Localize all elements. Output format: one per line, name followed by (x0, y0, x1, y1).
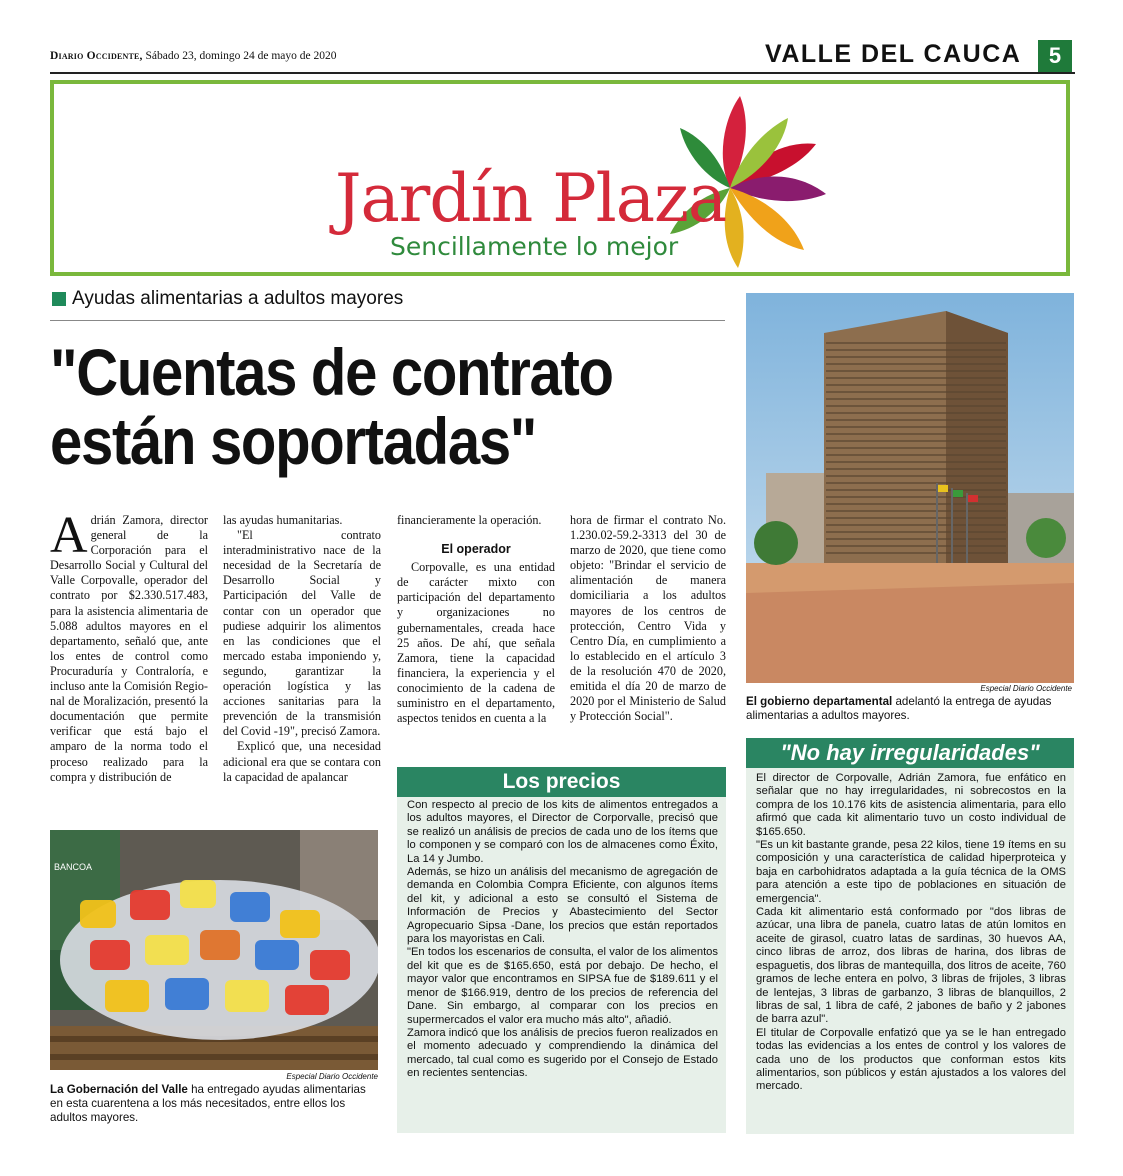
building-photo-credit: Especial Diario Occidente (980, 684, 1072, 693)
irregularidades-paragraph-4: El titular de Corpovalle enfatizó que ya se le han entregado todas las evidencias a los entes de control y los valores de cada uno de los productos que conforman estos kits alimentarios, son públicos y están ajustados a los valores del mercado. (756, 1026, 1066, 1093)
article-column-1 (50, 507, 208, 785)
building-illustration (746, 293, 1074, 683)
building-caption-text: adelantó la entrega de ayudas alimentarias a adultos mayores. (746, 695, 1052, 722)
column-2-paragraph-1: las ayudas humanitarias. (223, 513, 343, 527)
building-photo-caption (746, 695, 1074, 723)
government-building-photo (746, 293, 1074, 683)
food-photo-credit: Especial Diario Occidente (286, 1072, 378, 1081)
irregularidades-paragraph-1: El director de Corpovalle, Adrián Zamora, fue enfático en señalar que no hay irregularidades, ni sobrecostos en la compra de los 10.176 kits de asistencia alimentaria, para ello afirmó que cada kit alimentario tuvo un costo individual de $165.650. (756, 772, 1066, 838)
column-3-paragraph-1: financieramente la operación. (397, 513, 542, 527)
column-3-paragraph-2: Corpovalle, es una entidad de carácter mixto con participación del departamento y organizaciones no gubernamentales, creada hace 25 años. De ahí, que señala Zamora, tiene la capacidad financiera, la experiencia y el conocimiento de la cadena de suministro en el departamento, aspectos tenidos en cuenta a la (397, 560, 555, 726)
page-header-dateline (50, 50, 337, 62)
precios-paragraph-3: "En todos los escenarios de consulta, el valor de los alimentos del kit que es de $165.650, está por debajo. De hecho, el mayor valor que encontramos en SIPSA fue de $189.611 y el menor de $166.919, dentro de los precios de referencia del Dane. Sin embargo, al comparar con los precios en supermercados el valor era mucho más alto", añadió. (407, 946, 718, 1026)
column-2-paragraph-3: Explicó que, una necesidad adicional era que se contara con la capacidad de apalancar (223, 739, 381, 784)
food-kits-photo (50, 830, 378, 1070)
food-photo-caption (50, 1083, 380, 1125)
drop-cap: A (50, 507, 88, 564)
section-title: VALLE DEL CAUCA (765, 40, 1022, 68)
sidebar-box-precios (397, 767, 726, 1133)
building-caption-lead: El gobierno departamental (746, 695, 893, 708)
column-4-paragraph-1: hora de firmar el contrato No. 1.230.02-59.2-3313 del 30 de marzo de 2020, que tiene como objeto: "Brindar el servicio de alimentación de manera domiciliaria a los adultos mayores de los centros de protección, Centro Vida y Centro Día, en cumplimiento a lo establecido en el artículo 3 de la resolución 470 de 2020, emitida el día 20 de marzo de 2020 por el Ministerio de Salud y Protección Social". (570, 513, 726, 724)
food-caption-text: ha entregado ayudas alimentarias en esta cuarentena a los más necesitados, entre ellos los adultos mayores. (50, 1083, 366, 1124)
precios-paragraph-1: Con respecto al precio de los kits de alimentos entregados a los adultos mayores, el Director de Corporvalle, precisó que se realizó un análisis de precios de cada uno de los ítems que lo componen y se comparó con los de almacenes como Éxito, La 14 y Jumbo. (407, 799, 718, 865)
article-column-4 (570, 513, 726, 724)
precios-box-title: Los precios (397, 767, 726, 797)
kicker-marker (52, 292, 66, 306)
article-kicker: Ayudas alimentarias a adultos mayores (72, 288, 404, 309)
headline-line-1: "Cuentas de contrato (50, 335, 613, 409)
page-number: 5 (1038, 40, 1072, 72)
ad-tagline: Sencillamente lo mejor (390, 232, 679, 261)
article-headline (50, 335, 657, 478)
column-2-paragraph-2: "El contrato interadministrativo nace de la necesidad de la Secretaría de Desarrollo Social y Participación del Valle de contar con un operador que pudiese adquirir los alimentos en las condiciones que el mercado estaba imponiendo y, segundo, garantizar la operación logística y las acciones sanitarias para la prevención de la transmisión del Covid -19", precisó Zamora. (223, 528, 381, 739)
sidebar-box-irregularidades (746, 738, 1074, 1134)
precios-paragraph-2: Además, se hizo un análisis del mecanismo de agregación de demanda en Colombia Compra Eficiente, con algunos ítems del kit, y adicional a esto se consultó el Sistema de Información de Precios y Abastecimiento del Sector Agropecuario Sipsa -Dane, los precios que están reportados para los mayoristas en Cali. (407, 866, 718, 946)
article-column-2 (223, 513, 381, 785)
column-1-text: drián Zamora, director general de la Corporación para el Desarrollo Social y Cultural del Valle Corpovalle, operador del contrato por $2.330.517.483, para la asistencia alimentaria de 5.088 adultos mayores en el departamento, señaló que, ante los entes de control como Procuraduría y Contraloría, e incluso ante la Comisión Regio-nal de Moralización, presentó la documentación que permite verificar que está bajo el amparo de la norma todo el proceso realizado para la compra y distribución de (50, 513, 208, 784)
header-divider (50, 72, 1075, 74)
issue-date: Sábado 23, domingo 24 de mayo de 2020 (142, 50, 337, 62)
crate-label: BANCOA (54, 862, 93, 872)
headline-line-2: están soportadas" (50, 404, 537, 478)
irregularidades-paragraph-3: Cada kit alimentario está conformado por "dos libras de azúcar, una libra de panela, cuatro latas de atún lomitos en aceite de girasol, cuatro latas de sardinas, 30 huevos AA, cinco libras de arroz, dos libras de harina, dos libras de espaguetis, dos libras de mantequilla, dos litros de aceite, 760 gramos de leche entera en polvo, 3 libras de frijoles, 3 libras de lentejas, 3 libras de garbanzo, 3 libras de blanquillos, 2 libras de sal, 1 libra de café, 2 jabones de baño y 2 jabones de barra azul". (756, 906, 1066, 1026)
article-column-3 (397, 513, 555, 726)
food-caption-lead: La Gobernación del Valle (50, 1083, 188, 1096)
irregularidades-paragraph-2: "Es un kit bastante grande, pesa 22 kilos, tiene 19 ítems en su composición y una característica de calidad hiperproteica y baja en carbohidratos adaptada a la guía técnica de la OMS para atención a este tipo de poblaciones en situación de emergencia". (756, 839, 1066, 905)
food-bags-illustration (50, 830, 378, 1070)
subhead-operador: El operador (441, 542, 511, 557)
irregularidades-box-title: "No hay irregularidades" (746, 738, 1074, 768)
kicker-divider (50, 320, 725, 321)
newspaper-name: Diario Occidente, (50, 50, 143, 62)
ad-brand-name: Jardín Plaza (335, 160, 727, 237)
precios-paragraph-4: Zamora indicó que los análisis de precios fueron realizados en el momento adecuado y comprendiendo la dinámica del mercado, tal cual como es sugerido por el Consejo de Estado en recientes sentencias. (407, 1026, 718, 1080)
